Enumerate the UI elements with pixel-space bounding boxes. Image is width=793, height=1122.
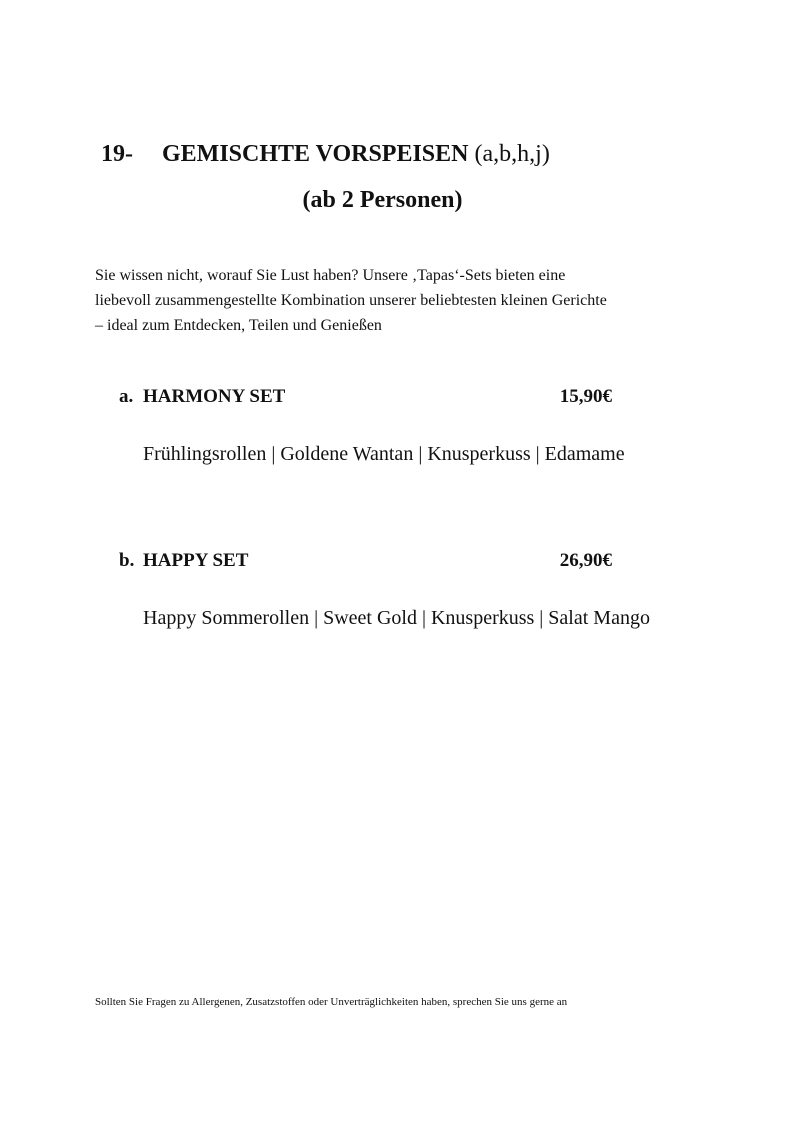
intro-line: liebevoll zusammengestellte Kombination unserer beliebtesten kleinen Gerichte bbox=[95, 292, 607, 309]
section-title: GEMISCHTE VORSPEISEN bbox=[162, 141, 469, 167]
intro-line: Sie wissen nicht, worauf Sie Lust haben? Unsere ‚Tapas‘-Sets bieten eine bbox=[95, 267, 566, 284]
section-heading bbox=[101, 138, 550, 170]
allergen-footer-note: Sollten Sie Fragen zu Allergenen, Zusatzstoffen oder Unverträglichkeiten haben, sprechen Sie uns gerne an bbox=[95, 996, 568, 1008]
set-items-happy: Happy Sommerollen | Sweet Gold | Knusperkuss | Salat Mango bbox=[143, 607, 650, 629]
set-letter: b. bbox=[119, 550, 135, 571]
set-name: HARMONY SET bbox=[143, 386, 286, 407]
allergen-codes: (a,b,h,j) bbox=[468, 141, 550, 167]
set-items-harmony: Frühlingsrollen | Goldene Wantan | Knusperkuss | Edamame bbox=[143, 443, 625, 465]
set-header-happy bbox=[119, 549, 619, 573]
section-number: 19- bbox=[101, 141, 133, 167]
set-price: 26,90€ bbox=[559, 550, 612, 571]
set-letter: a. bbox=[119, 386, 134, 407]
section-subtitle: (ab 2 Personen) bbox=[302, 187, 463, 213]
intro-paragraph bbox=[95, 263, 735, 338]
set-header-harmony bbox=[119, 385, 619, 409]
set-price: 15,90€ bbox=[559, 386, 612, 407]
intro-line: – ideal zum Entdecken, Teilen und Genießen bbox=[95, 317, 382, 334]
set-name: HAPPY SET bbox=[143, 550, 249, 571]
